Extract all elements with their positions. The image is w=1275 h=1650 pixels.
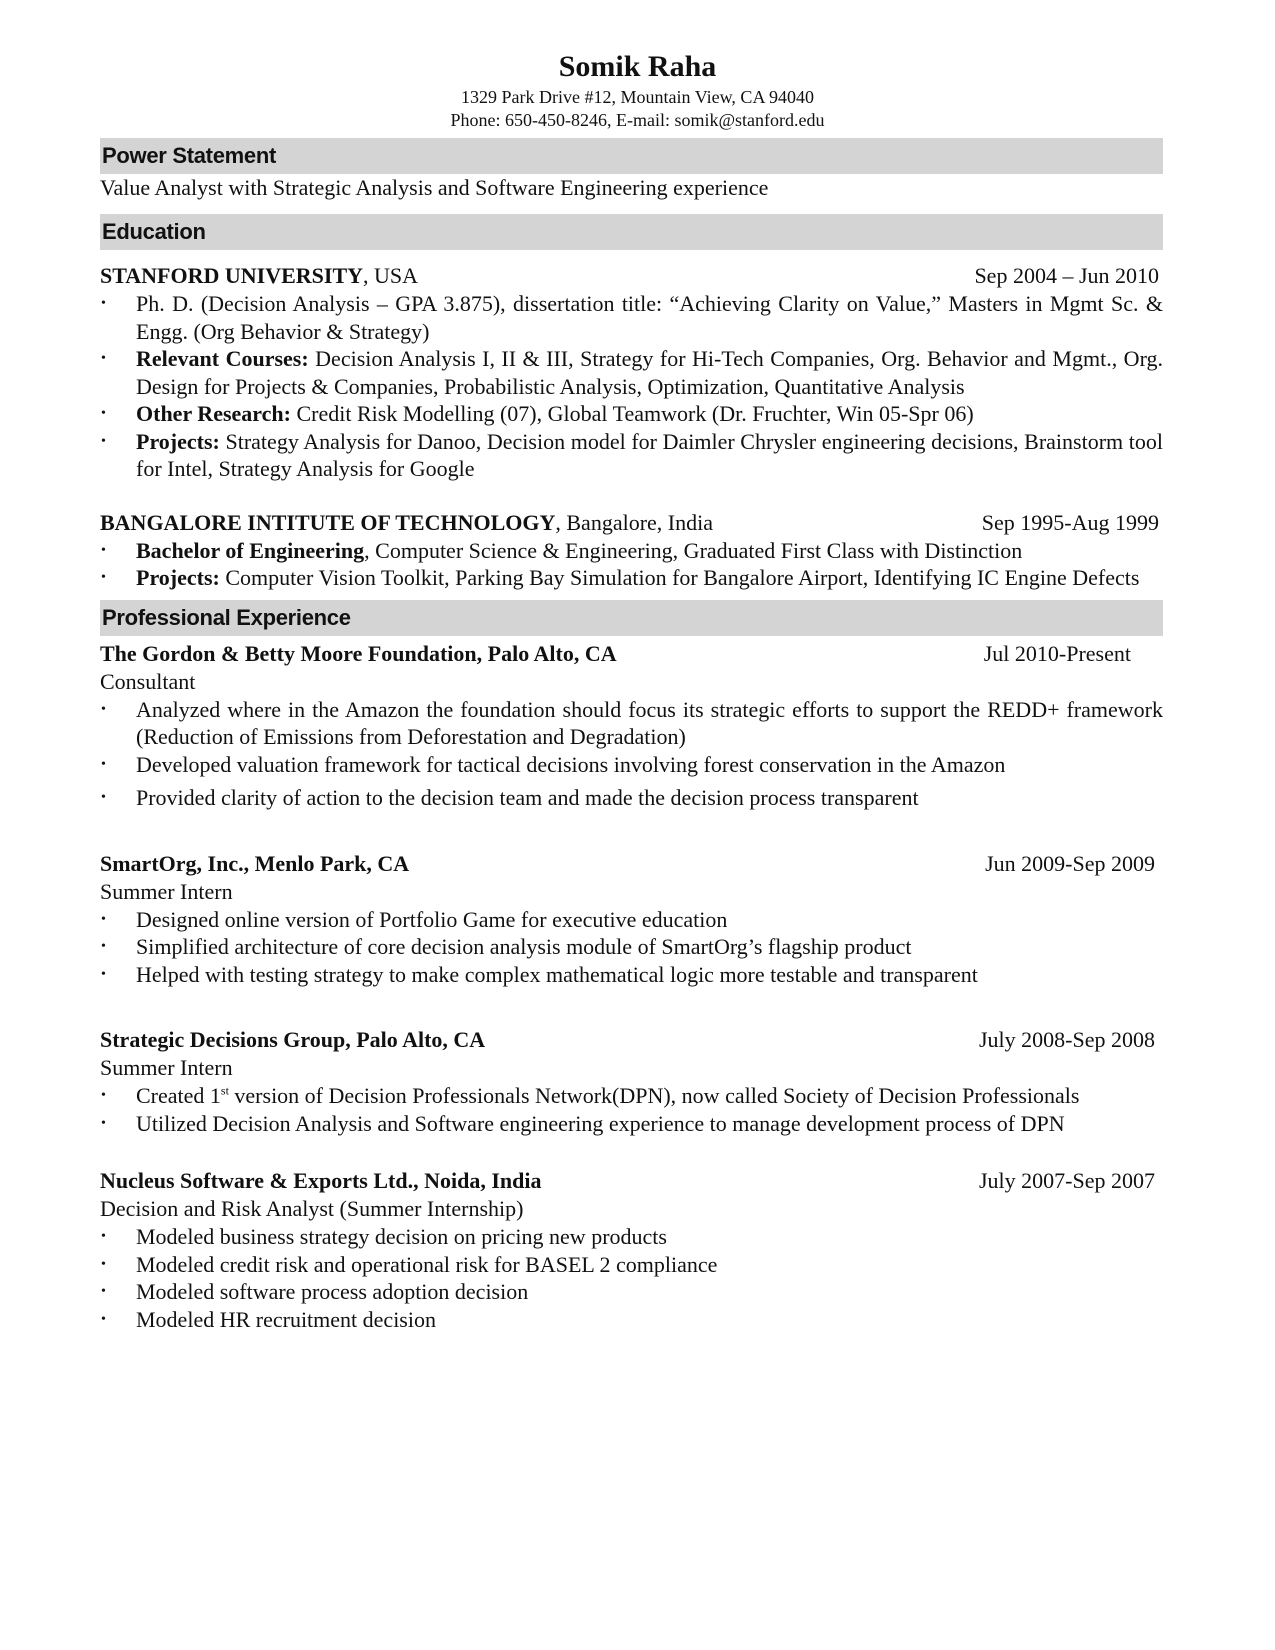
bullet-icon: • [101, 939, 106, 954]
bullet-icon: • [101, 1256, 106, 1272]
exp-org: SmartOrg, Inc., Menlo Park, CA [100, 850, 410, 876]
bullet-icon: • [101, 1229, 106, 1244]
address-line: 1329 Park Drive #12, Mountain View, CA 94040 [461, 87, 814, 107]
edu-location: , USA [363, 263, 419, 288]
bullet-icon: • [101, 296, 106, 311]
edu-date: Sep 1995-Aug 1999 [981, 509, 1159, 535]
exp-org: Nucleus Software & Exports Ltd., Noida, India [100, 1168, 542, 1193]
section-professional-experience: Professional Experience [100, 600, 1163, 636]
section-power-statement: Power Statement [100, 138, 1163, 174]
list-item: • Projects: Computer Vision Toolkit, Parking Bay Simulation for Bangalore Airport, Identifying IC Engine Defects [101, 565, 1140, 590]
exp-org: The Gordon & Betty Moore Foundation, Palo Alto, CA [100, 640, 617, 666]
smartorg-bullets [100, 906, 1163, 989]
edu-location: , Bangalore, India [555, 509, 713, 535]
bullet-icon: • [101, 351, 106, 366]
list-item: • Other Research: Credit Risk Modelling (07), Global Teamwork (Dr. Fruchter, Win 05-Spr 06) [101, 401, 974, 426]
exp-role: Summer Intern [100, 878, 233, 904]
list-item: • Modeled credit risk and operational risk for BASEL 2 compliance [101, 1251, 718, 1277]
edu-stanford-header [100, 262, 1163, 290]
sdg-bullets [100, 1082, 1163, 1137]
stanford-bullets [100, 290, 1163, 483]
bullet-icon: • [101, 756, 106, 772]
exp-role: Summer Intern [100, 1055, 233, 1080]
bullet-icon: • [101, 1088, 106, 1103]
bullet-icon: • [101, 790, 106, 805]
list-item: • Projects: Strategy Analysis for Danoo, Decision model for Daimler Chrysler engineering decisions, Brainstorm tool for Intel, Strategy Analysis for Google [101, 428, 1163, 481]
bullet-icon: • [101, 701, 106, 717]
list-item: • Helped with testing strategy to make complex mathematical logic more testable and transparent [101, 961, 978, 987]
bullet-icon: • [101, 1311, 106, 1327]
candidate-name: Somik Raha [558, 50, 717, 83]
exp-org: Strategic Decisions Group, Palo Alto, CA [100, 1027, 486, 1052]
exp-nucleus-header [100, 1167, 1163, 1195]
bullet-icon: • [101, 1115, 106, 1131]
list-item: • Modeled business strategy decision on pricing new products [101, 1224, 667, 1249]
bullet-icon: • [101, 1284, 106, 1299]
nucleus-bullets [100, 1223, 1163, 1333]
exp-sdg-header [100, 1026, 1163, 1054]
bullet-icon: • [101, 966, 106, 982]
list-item: • Ph. D. (Decision Analysis – GPA 3.875), dissertation title: “Achieving Clarity on Value,” Masters in Mgmt Sc. & Engg. (Org Behavior & Strategy) [101, 291, 1163, 344]
list-item: • Simplified architecture of core decision analysis module of SmartOrg’s flagship product [101, 934, 912, 959]
ordinal-superscript: st [220, 1083, 229, 1098]
exp-smartorg-header [100, 850, 1163, 878]
exp-date: July 2007-Sep 2007 [979, 1168, 1155, 1193]
bullet-icon: • [101, 911, 106, 927]
exp-role: Consultant [100, 668, 196, 694]
list-item: • Utilized Decision Analysis and Software engineering experience to manage development process of DPN [101, 1110, 1065, 1136]
section-education: Education [100, 214, 1163, 250]
bullet-icon: • [101, 542, 106, 558]
contact-line: Phone: 650-450-8246, E-mail: somik@stanford.edu [450, 110, 825, 130]
edu-date: Sep 2004 – Jun 2010 [974, 263, 1159, 288]
power-statement-text: Value Analyst with Strategic Analysis and Software Engineering experience [100, 175, 769, 200]
edu-org: STANFORD UNIVERSITY [100, 263, 364, 288]
bullet-icon: • [101, 570, 106, 585]
list-item: • Modeled HR recruitment decision [101, 1306, 436, 1332]
list-item: • Designed online version of Portfolio Game for executive education [101, 906, 728, 932]
bullet-icon: • [101, 433, 106, 449]
resume-header [112, 48, 1163, 132]
list-item: • Modeled software process adoption decision [101, 1279, 529, 1304]
moore-bullets [100, 696, 1163, 812]
exp-date: Jul 2010-Present [983, 640, 1131, 666]
list-item: • Developed valuation framework for tactical decisions involving forest conservation in the Amazon [101, 751, 1006, 777]
exp-moore-header [100, 640, 1163, 668]
edu-bit-header [100, 509, 1163, 537]
bullet-icon: • [101, 406, 106, 421]
list-item: • Analyzed where in the Amazon the foundation should focus its strategic efforts to support the REDD+ framework (Reduction of Emissions from Deforestation and Degradation) [101, 696, 1163, 749]
exp-date: July 2008-Sep 2008 [979, 1027, 1155, 1052]
edu-org: BANGALORE INTITUTE OF TECHNOLOGY [100, 509, 556, 535]
list-item: • Created 1st version of Decision Professionals Network(DPN), now called Society of Decision Professionals [101, 1083, 1080, 1108]
list-item: • Bachelor of Engineering, Computer Science & Engineering, Graduated First Class with Distinction [101, 537, 1023, 563]
exp-role: Decision and Risk Analyst (Summer Internship) [100, 1196, 524, 1221]
list-item: • Provided clarity of action to the decision team and made the decision process transparent [101, 785, 919, 810]
list-item: • Relevant Courses: Decision Analysis I, II & III, Strategy for Hi-Tech Companies, Org. Behavior and Mgmt., Org. Design for Projects & Companies, Probabilistic Analysis, Optimization, Quantitative Analysis [101, 346, 1163, 399]
bit-bullets [100, 537, 1163, 592]
exp-date: Jun 2009-Sep 2009 [985, 850, 1155, 876]
